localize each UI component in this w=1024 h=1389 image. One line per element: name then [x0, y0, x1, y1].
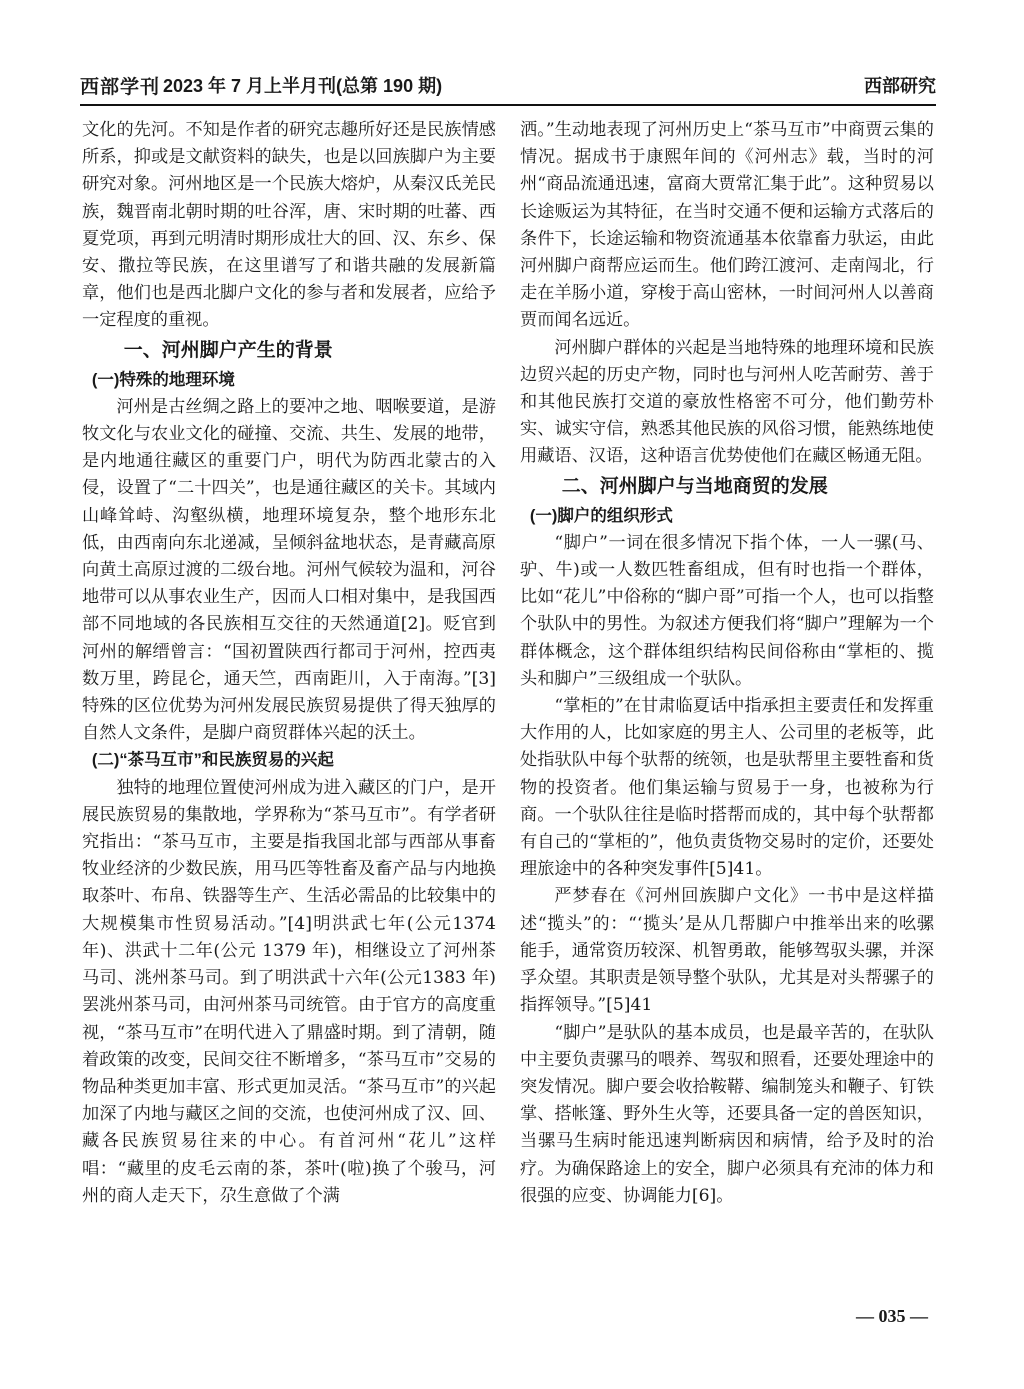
section-heading: 二、河州脚户与当地商贸的发展 — [561, 475, 828, 497]
paragraph: 河州是古丝绸之路上的要冲之地、咽喉要道，是游牧文化与农业文化的碰撞、交流、共生、发展的地带，是内地通往藏区的重要门户，明代为防西北蒙古的入侵，设置了“二十四关”，也是通往藏区的关卡。其域内山峰耸峙、沟壑纵横，地理环境复杂，整个地形东北低，由西南向东北递减，呈倾斜盆地状态，是青藏高原向黄土高原过渡的二级台地。河州气候较为温和，河谷地带可以从事农业生产，因而人口相对集中，是我国西部不同地域的各民族相互交往的天然通道[2]。贬官到河州的解缙曾言：“国初置陕西行都司于河州，控西夷数万里，跨昆仑，通天竺，西南距川，入于南海。”[3]特殊的区位优势为河州发展民族贸易提供了得天独厚的自然人文条件，是脚户商贸群体兴起的沃土。 — [82, 396, 496, 744]
section-heading: 一、河州脚户产生的背景 — [123, 339, 333, 361]
subsection-heading: (一)脚户的组织形式 — [529, 506, 673, 525]
paragraph: “掌柜的”在甘肃临夏话中指承担主要责任和发挥重大作用的人，比如家庭的男主人、公司里的老板等，此处指驮队中每个驮帮的统领，也是驮帮里主要牲畜和货物的投资者。他们集运输与贸易于一身，也被称为行商。一个驮队往往是临时搭帮而成的，其中每个驮帮都有自己的“掌柜的”，他负责货物交易时的定价，还要处理旅途中的各种突发事件[5]41。 — [520, 696, 934, 880]
paragraph: 独特的地理位置使河州成为进入藏区的门户，是开展民族贸易的集散地，学界称为“茶马互市”。有学者研究指出：“茶马互市，主要是指我国北部与西部从事畜牧业经济的少数民族，用马匹等牲畜及畜产品与内地换取茶叶、布帛、铁器等生产、生活必需品的比较集中的大规模集市性贸易活动。”[4]明洪武七年(公元1374 年)、洪武十二年(公元 1379 年)，相继设立了河州茶马司、洮州茶马司。到了明洪武十六年(公元1383 年)罢洮州茶马司，由河州茶马司统管。由于官方的高度重视，“茶马互市”在明代进入了鼎盛时期。到了清朝，随着政策的改变，民间交往不断增多，“茶马互市”交易的物品种类更加丰富、形式更加灵活。“茶马互市”的兴起加深了内地与藏区之间的交流，也使河州成了汉、回、藏各民族贸易往来的中心。有首河州“花儿”这样唱：“藏里的皮毛云南的茶，茶叶(啦)换了个骏马，河州的商人走天下，尕生意做了个满 — [82, 777, 496, 1206]
running-header — [80, 62, 936, 102]
paragraph: “脚户”一词在很多情况下指个体，一人一骡(马、驴、牛)或一人数匹牲畜组成，但有时也指一个群体，比如“花儿”中俗称的“脚户哥”可指一个人，也可以指整个驮队中的男性。为叙述方便我们将“脚户”理解为一个群体概念，这个群体组织结构民间俗称由“掌柜的、揽头和脚户”三级组成一个驮队。 — [520, 532, 934, 689]
right-column — [520, 117, 934, 1210]
issue-info: 2023 年 7 月上半月刊(总第 190 期) — [163, 76, 443, 96]
paragraph: “脚户”是驮队的基本成员，也是最辛苦的，在驮队中主要负责骡马的喂养、驾驭和照看，还要处理途中的突发情况。脚户要会收拾鞍鞯、编制笼头和鞭子、钉铁掌、搭帐篷、野外生火等，还要具备一定的兽医知识，当骡马生病时能迅速判断病因和病情，给予及时的治疗。为确保路途上的安全，脚户必须具有充沛的体力和很强的应变、协调能力[6]。 — [520, 1022, 934, 1206]
section-title: 西部研究 — [864, 76, 936, 96]
paragraph: 严梦春在《河州回族脚户文化》一书中是这样描述“揽头”的：“‘揽头’是从几帮脚户中推举出来的吆骡能手，通常资历较深、机智勇敢，能够驾驭头骡，并深孚众望。其职责是领导整个驮队，尤其是对头帮骡子的指挥领导。”[5]41 — [520, 886, 934, 1016]
header-rule — [80, 104, 936, 106]
paragraph: 文化的先河。不知是作者的研究志趣所好还是民族情感所系，抑或是文献资料的缺失，也是以回族脚户为主要研究对象。河州地区是一个民族大熔炉，从秦汉氐羌民族，魏晋南北朝时期的吐谷浑，唐、宋时期的吐蕃、西夏党项，再到元明清时期形成壮大的回、汉、东乡、保安、撒拉等民族，在这里谱写了和谐共融的发展新篇章，他们也是西北脚户文化的参与者和发展者，应给予一定程度的重视。 — [82, 120, 496, 331]
paragraph: 洒。”生动地表现了河州历史上“茶马互市”中商贾云集的情况。据成书于康熙年间的《河州志》载，当时的河州“商品流通迅速，富商大贾常汇集于此”。这种贸易以长途贩运为其特征，在当时交通不便和运输方式落后的条件下，长途运输和物资流通基本依靠畜力驮运，由此河州脚户商帮应运而生。他们跨江渡河、走南闯北，行走在羊肠小道，穿梭于高山密林，一时间河州人以善商贾而闻名远近。 — [520, 120, 934, 331]
subsection-heading: (二)“茶马互市”和民族贸易的兴起 — [91, 751, 334, 770]
page-number: — 035 — — [856, 1306, 928, 1326]
subsection-heading: (一)特殊的地理环境 — [91, 370, 235, 389]
left-column — [82, 117, 496, 1210]
journal-logo: 西部学刊 — [80, 76, 161, 98]
paragraph: 河州脚户群体的兴起是当地特殊的地理环境和民族边贸兴起的历史产物，同时也与河州人吃苦耐劳、善于和其他民族打交道的豪放性格密不可分，他们勤劳朴实、诚实守信，熟悉其他民族的风俗习惯，能熟练地使用藏语、汉语，这种语言优势使他们在藏区畅通无阻。 — [520, 337, 934, 467]
